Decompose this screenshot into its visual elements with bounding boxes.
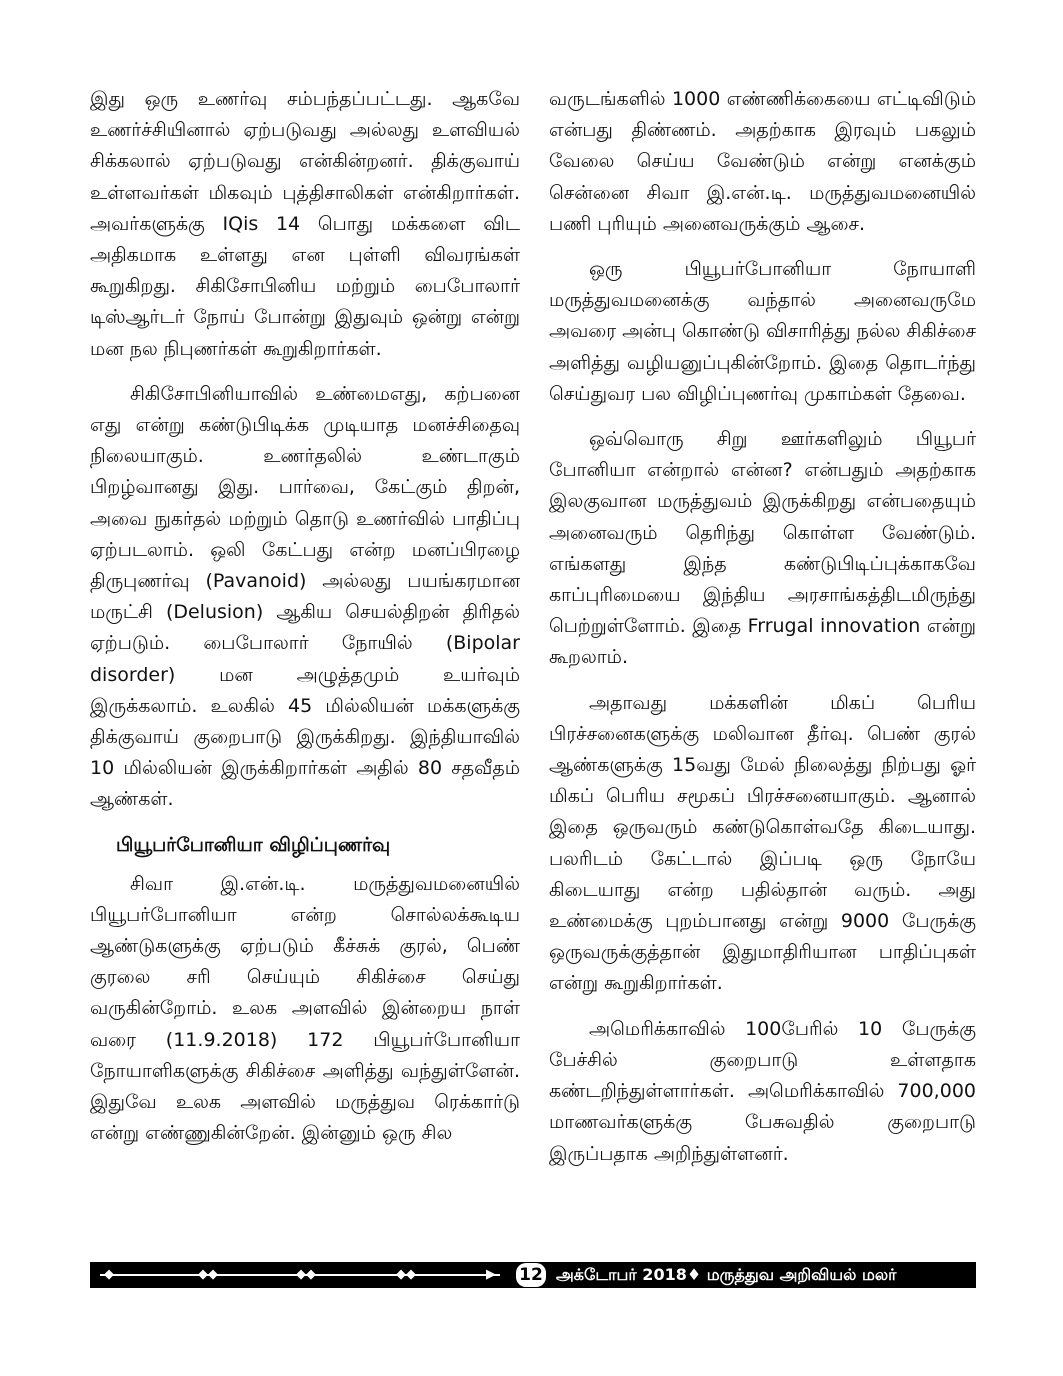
- left-paragraph-3: சிவா இ.என்.டி. மருத்துவமனையில் பியூபர்போனியா என்ற சொல்லக்கூடிய ஆண்டுகளுக்கு ஏற்படும் கீச்சுக் குரல், பெண் குரலை சரி செய்யும் சிகிச்சை செய்து வருகின்றோம். உலக அளவில் இன்றைய நாள் வரை (11.9.2018) 172 பியூபர்போனியா நோயாளிகளுக்கு சிகிச்சை அளித்து வந்துள்ளேன். இதுவே உலக அளவில் மருத்துவ ரெக்கார்டு என்று எண்ணுகின்றேன். இன்னும் ஒரு சில: [90, 872, 520, 1145]
- ornament-diamond-icon: ◆◆: [396, 1267, 416, 1282]
- left-paragraph-2: சிகிசோபினியாவில் உண்மைஎது, கற்பனை எது என்று கண்டுபிடிக்க முடியாத மனச்சிதைவு நிலையாகும். உணர்தலில் உண்டாகும் பிறழ்வானது இது. பார்வை, கேட்கும் திறன், அவை நுகர்தல் மற்றும் தொடு உணர்வில் பாதிப்பு ஏற்படலாம். ஒலி கேட்பது என்ற மனப்பிரழை திருபுணர்வு (Pavanoid) அல்லது பயங்கரமான மருட்சி (Delusion) ஆகிய செயல்திறன் திரிதல் ஏற்படும். பைபோலார் நோயில் (Bipolar disorder) மன அழுத்தமும் உயர்வும் இருக்கலாம். உலகில் 45 மில்லியன் மக்களுக்கு திக்குவாய் குறைபாடு இருக்கிறது. இந்தியாவில் 10 மில்லியன் இருக்கிறார்கள் அதில் 80 சதவீதம் ஆண்கள்.: [90, 382, 520, 811]
- section-heading: பியூபர்போனியா விழிப்புணர்வு: [116, 833, 391, 856]
- ornament-diamond-icon: ◆◆: [198, 1267, 218, 1282]
- page-number: 12: [516, 1263, 546, 1287]
- right-paragraph-3: ஒவ்வொரு சிறு ஊர்களிலும் பியூபர் போனியா என்றால் என்ன? என்பதும் அதற்காக இலகுவான மருத்துவம் இருக்கிறது என்பதையும் அனைவரும் தெரிந்து கொள்ள வேண்டும். எங்களது இந்த கண்டுபிடிப்புக்காகவே காப்புரிமையை இந்திய அரசாங்கத்திடமிருந்து பெற்றுள்ளோம். இதை Frrugal innovation என்று கூறலாம்.: [549, 428, 976, 669]
- right-paragraph-2: ஒரு பியூபர்போனியா நோயாளி மருத்துவமனைக்கு வந்தால் அனைவருமே அவரை அன்பு கொண்டு விசாரித்து நல்ல சிகிச்சை அளித்து வழியனுப்புகின்றோம். இதை தொடர்ந்து செய்துவர பல விழிப்புணர்வு முகாம்கள் தேவை.: [549, 258, 976, 405]
- page-footer: [90, 1262, 976, 1288]
- right-paragraph-4: அதாவது மக்களின் மிகப் பெரிய பிரச்சனைகளுக்கு மலிவான தீர்வு. பெண் குரல் ஆண்களுக்கு 15வது மேல் நிலைத்து நிற்பது ஓர் மிகப் பெரிய சமூகப் பிரச்சனையாகும். ஆனால் இதை ஒருவரும் கண்டுகொள்வதே கிடையாது. பலரிடம் கேட்டால் இப்படி ஒரு நோயே கிடையாது என்ற பதில்தான் வரும். அது உண்மைக்கு புறம்பானது என்று 9000 பேருக்கு ஒருவருக்குத்தான் இதுமாதிரியான பாதிப்புகள் என்று கூறுகிறார்கள்.: [549, 691, 976, 995]
- ornament-diamond-icon: ◆: [104, 1267, 114, 1282]
- running-title: அக்டோபர் 2018♦ மருத்துவ அறிவியல் மலர்: [556, 1265, 897, 1284]
- right-paragraph-1: வருடங்களில் 1000 எண்ணிக்கையை எட்டிவிடும் என்பது திண்ணம். அதற்காக இரவும் பகலும் வேலை செய்ய வேண்டும் என்று எனக்கும் சென்னை சிவா இ.என்.டி. மருத்துவமனையில் பணி புரியும் அனைவருக்கும் ஆசை.: [549, 88, 976, 235]
- right-column: [549, 84, 976, 1184]
- ornament-arrow-icon: ▶: [486, 1267, 496, 1282]
- right-paragraph-5: அமெரிக்காவில் 100பேரில் 10 பேருக்கு பேச்சில் குறைபாடு உள்ளதாக கண்டறிந்துள்ளார்கள். அமெரிக்காவில் 700,000 மாணவர்களுக்கு பேசுவதில் குறைபாடு இருப்பதாக அறிந்துள்ளனர்.: [549, 1017, 976, 1165]
- left-paragraph-1: இது ஒரு உணர்வு சம்பந்தப்பட்டது. ஆகவே உணர்ச்சியினால் ஏற்படுவது அல்லது உளவியல் சிக்கலால் ஏற்படுவது என்கின்றனர். திக்குவாய் உள்ளவர்கள் மிகவும் புத்திசாலிகள் என்கிறார்கள். அவர்களுக்கு IQis 14 பொது மக்களை விட அதிகமாக உள்ளது என புள்ளி விவரங்கள் கூறுகிறது. சிகிசோபினிய மற்றும் பைபோலார் டிஸ்ஆர்டர் நோய் போன்று இதுவும் ஒன்று என்று மன நல நிபுணர்கள் கூறுகிறார்கள்.: [90, 88, 520, 360]
- ornament-diamond-icon: ◆◆: [296, 1267, 316, 1282]
- left-column: [90, 84, 520, 1164]
